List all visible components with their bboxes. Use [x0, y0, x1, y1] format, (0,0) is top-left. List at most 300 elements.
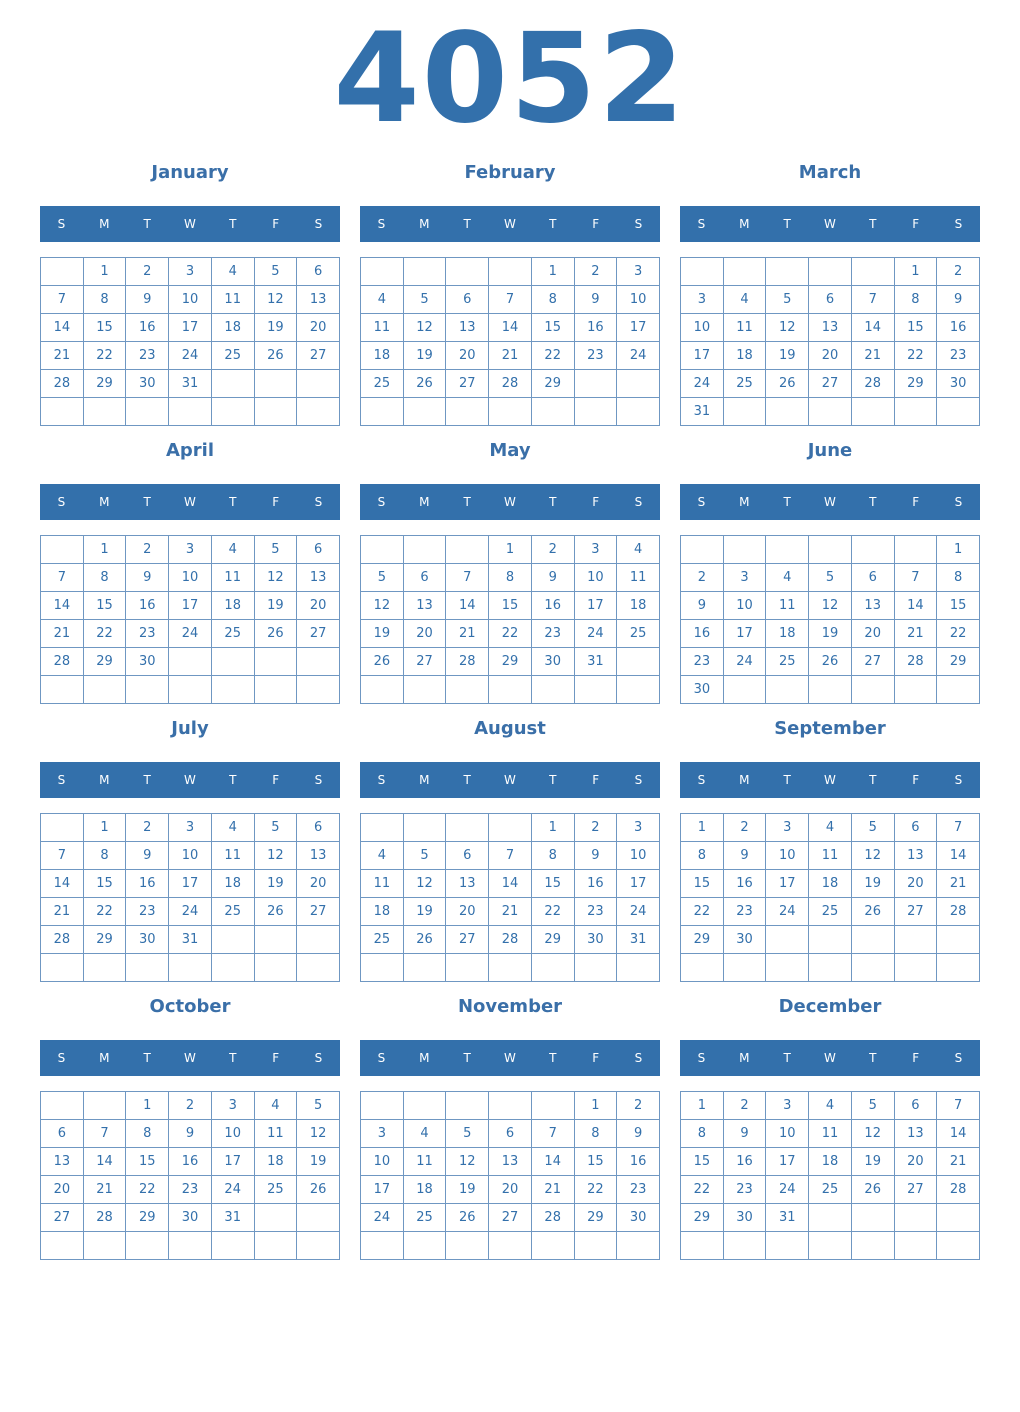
day-cell: 27 [489, 1204, 532, 1232]
weekday-label: S [697, 773, 706, 787]
day-cell: 29 [532, 370, 575, 398]
empty-cell [361, 536, 404, 564]
empty-cell [724, 258, 767, 286]
day-cell: 22 [84, 342, 127, 370]
day-cell: 15 [681, 870, 724, 898]
empty-cell [895, 926, 938, 954]
day-cell: 15 [532, 314, 575, 342]
day-cell: 18 [255, 1148, 298, 1176]
day-cell: 30 [617, 1204, 660, 1232]
weekday-label: S [697, 1051, 706, 1065]
day-cell: 7 [446, 564, 489, 592]
empty-cell [446, 676, 489, 704]
empty-cell [404, 954, 447, 982]
day-cell: 24 [212, 1176, 255, 1204]
day-cell: 3 [617, 258, 660, 286]
day-cell: 6 [895, 1092, 938, 1120]
day-cell: 28 [895, 648, 938, 676]
day-cell: 17 [169, 592, 212, 620]
day-cell: 16 [575, 314, 618, 342]
month-november [360, 988, 660, 1260]
day-grid [680, 1091, 980, 1260]
empty-cell [212, 398, 255, 426]
weekday-label: F [592, 217, 600, 231]
day-cell: 14 [41, 314, 84, 342]
empty-cell [126, 398, 169, 426]
day-cell: 12 [852, 842, 895, 870]
empty-cell [809, 258, 852, 286]
day-cell: 25 [809, 898, 852, 926]
weekday-label: F [272, 1051, 280, 1065]
empty-cell [489, 954, 532, 982]
empty-cell [41, 814, 84, 842]
weekday-label: T [869, 1051, 877, 1065]
day-cell: 20 [895, 1148, 938, 1176]
day-cell: 25 [361, 926, 404, 954]
year-title: 4052 [333, 7, 687, 151]
day-cell: 13 [297, 564, 340, 592]
day-cell: 2 [724, 814, 767, 842]
empty-cell [169, 398, 212, 426]
day-cell: 6 [297, 814, 340, 842]
weekday-label: S [634, 217, 643, 231]
day-cell: 3 [169, 258, 212, 286]
weekday-label: F [912, 1051, 920, 1065]
empty-cell [852, 926, 895, 954]
weekday-label: F [912, 217, 920, 231]
empty-cell [895, 1232, 938, 1260]
empty-cell [809, 954, 852, 982]
empty-cell [852, 398, 895, 426]
month-name: August [474, 718, 546, 739]
day-cell: 22 [532, 898, 575, 926]
weekday-label: T [869, 217, 877, 231]
day-cell: 26 [404, 370, 447, 398]
day-cell: 5 [255, 258, 298, 286]
day-cell: 13 [489, 1148, 532, 1176]
empty-cell [724, 536, 767, 564]
day-cell: 20 [809, 342, 852, 370]
weekday-label: W [824, 217, 836, 231]
day-cell: 11 [255, 1120, 298, 1148]
month-july [40, 710, 340, 982]
day-cell: 19 [297, 1148, 340, 1176]
day-cell: 15 [937, 592, 980, 620]
day-cell: 9 [126, 286, 169, 314]
day-cell: 6 [852, 564, 895, 592]
day-cell: 10 [212, 1120, 255, 1148]
day-cell: 8 [84, 842, 127, 870]
empty-cell [41, 1232, 84, 1260]
day-cell: 4 [361, 286, 404, 314]
weekday-label: T [463, 773, 471, 787]
day-cell: 16 [575, 870, 618, 898]
empty-cell [361, 1092, 404, 1120]
empty-cell [852, 258, 895, 286]
day-cell: 4 [809, 1092, 852, 1120]
day-cell: 17 [766, 870, 809, 898]
empty-cell [84, 954, 127, 982]
weekday-label: T [783, 773, 791, 787]
empty-cell [937, 676, 980, 704]
day-cell: 21 [84, 1176, 127, 1204]
day-cell: 25 [212, 620, 255, 648]
day-cell: 31 [169, 926, 212, 954]
day-cell: 28 [852, 370, 895, 398]
day-cell: 13 [852, 592, 895, 620]
day-cell: 6 [297, 258, 340, 286]
weekday-label: M [419, 1051, 430, 1065]
empty-cell [489, 814, 532, 842]
weekday-label: W [824, 773, 836, 787]
day-cell: 20 [41, 1176, 84, 1204]
day-cell: 2 [126, 258, 169, 286]
weekday-label: S [634, 773, 643, 787]
day-cell: 23 [617, 1176, 660, 1204]
day-cell: 26 [255, 342, 298, 370]
weekday-label: W [504, 773, 516, 787]
day-cell: 20 [297, 592, 340, 620]
day-cell: 27 [895, 1176, 938, 1204]
day-cell: 25 [724, 370, 767, 398]
day-cell: 11 [212, 842, 255, 870]
day-cell: 9 [937, 286, 980, 314]
day-cell: 6 [41, 1120, 84, 1148]
day-cell: 15 [84, 592, 127, 620]
weekday-header [680, 762, 980, 798]
day-cell: 4 [617, 536, 660, 564]
empty-cell [255, 1232, 298, 1260]
empty-cell [809, 1232, 852, 1260]
day-cell: 3 [766, 814, 809, 842]
day-cell: 7 [41, 286, 84, 314]
day-cell: 29 [575, 1204, 618, 1232]
empty-cell [41, 398, 84, 426]
day-cell: 9 [724, 842, 767, 870]
empty-cell [617, 1232, 660, 1260]
day-cell: 1 [489, 536, 532, 564]
day-cell: 12 [809, 592, 852, 620]
day-cell: 24 [361, 1204, 404, 1232]
day-cell: 30 [126, 648, 169, 676]
day-cell: 22 [575, 1176, 618, 1204]
day-cell: 29 [84, 370, 127, 398]
empty-cell [766, 676, 809, 704]
day-cell: 8 [532, 842, 575, 870]
empty-cell [575, 370, 618, 398]
day-cell: 6 [446, 842, 489, 870]
day-cell: 12 [404, 314, 447, 342]
day-cell: 27 [852, 648, 895, 676]
empty-cell [617, 648, 660, 676]
month-name: October [149, 996, 231, 1017]
weekday-header [360, 206, 660, 242]
day-cell: 19 [852, 870, 895, 898]
empty-cell [937, 1204, 980, 1232]
month-name: July [171, 718, 209, 739]
empty-cell [575, 1232, 618, 1260]
day-cell: 25 [212, 898, 255, 926]
empty-cell [446, 954, 489, 982]
day-cell: 13 [404, 592, 447, 620]
empty-cell [297, 398, 340, 426]
day-cell: 28 [41, 926, 84, 954]
day-cell: 29 [895, 370, 938, 398]
empty-cell [532, 1232, 575, 1260]
day-cell: 26 [297, 1176, 340, 1204]
day-cell: 15 [532, 870, 575, 898]
empty-cell [212, 926, 255, 954]
day-cell: 8 [84, 286, 127, 314]
day-grid [40, 1091, 340, 1260]
weekday-label: M [99, 1051, 110, 1065]
day-cell: 30 [724, 1204, 767, 1232]
day-cell: 3 [681, 286, 724, 314]
weekday-label: S [634, 1051, 643, 1065]
day-cell: 6 [446, 286, 489, 314]
day-cell: 5 [809, 564, 852, 592]
weekday-label: S [377, 773, 386, 787]
day-cell: 5 [255, 814, 298, 842]
empty-cell [681, 1232, 724, 1260]
day-cell: 5 [766, 286, 809, 314]
month-name: January [151, 162, 229, 183]
day-cell: 20 [852, 620, 895, 648]
day-cell: 16 [126, 314, 169, 342]
day-cell: 15 [126, 1148, 169, 1176]
empty-cell [126, 954, 169, 982]
day-cell: 17 [617, 314, 660, 342]
empty-cell [617, 676, 660, 704]
weekday-label: T [229, 217, 237, 231]
weekday-label: S [954, 773, 963, 787]
weekday-label: F [912, 495, 920, 509]
day-cell: 15 [84, 870, 127, 898]
day-cell: 14 [446, 592, 489, 620]
day-cell: 2 [617, 1092, 660, 1120]
day-cell: 5 [404, 286, 447, 314]
day-cell: 18 [724, 342, 767, 370]
day-cell: 1 [681, 1092, 724, 1120]
day-cell: 19 [255, 592, 298, 620]
day-cell: 24 [766, 1176, 809, 1204]
empty-cell [169, 1232, 212, 1260]
day-cell: 21 [937, 1148, 980, 1176]
day-cell: 1 [84, 258, 127, 286]
day-cell: 8 [489, 564, 532, 592]
day-cell: 5 [852, 814, 895, 842]
empty-cell [852, 1232, 895, 1260]
day-cell: 24 [724, 648, 767, 676]
day-cell: 18 [404, 1176, 447, 1204]
day-cell: 18 [361, 898, 404, 926]
empty-cell [297, 676, 340, 704]
day-cell: 25 [766, 648, 809, 676]
empty-cell [297, 370, 340, 398]
weekday-label: S [954, 495, 963, 509]
empty-cell [41, 258, 84, 286]
day-cell: 8 [126, 1120, 169, 1148]
day-cell: 14 [489, 314, 532, 342]
weekday-label: T [143, 217, 151, 231]
empty-cell [489, 258, 532, 286]
day-cell: 2 [169, 1092, 212, 1120]
day-cell: 19 [446, 1176, 489, 1204]
day-cell: 8 [681, 1120, 724, 1148]
day-cell: 11 [404, 1148, 447, 1176]
day-cell: 14 [937, 1120, 980, 1148]
day-cell: 15 [575, 1148, 618, 1176]
day-cell: 23 [724, 1176, 767, 1204]
day-cell: 26 [852, 1176, 895, 1204]
empty-cell [404, 814, 447, 842]
day-cell: 12 [446, 1148, 489, 1176]
day-cell: 14 [937, 842, 980, 870]
day-cell: 14 [84, 1148, 127, 1176]
day-cell: 17 [766, 1148, 809, 1176]
day-cell: 27 [297, 342, 340, 370]
day-cell: 4 [212, 258, 255, 286]
day-cell: 22 [895, 342, 938, 370]
day-cell: 8 [84, 564, 127, 592]
day-cell: 13 [809, 314, 852, 342]
weekday-label: T [549, 495, 557, 509]
weekday-label: T [229, 1051, 237, 1065]
day-cell: 1 [84, 536, 127, 564]
empty-cell [297, 954, 340, 982]
day-cell: 6 [809, 286, 852, 314]
day-cell: 26 [255, 898, 298, 926]
empty-cell [724, 1232, 767, 1260]
empty-cell [724, 398, 767, 426]
day-cell: 11 [212, 286, 255, 314]
weekday-label: T [143, 1051, 151, 1065]
weekday-label: W [824, 1051, 836, 1065]
day-cell: 27 [895, 898, 938, 926]
day-cell: 3 [617, 814, 660, 842]
day-cell: 21 [937, 870, 980, 898]
empty-cell [852, 536, 895, 564]
day-cell: 1 [937, 536, 980, 564]
day-cell: 12 [852, 1120, 895, 1148]
day-cell: 12 [297, 1120, 340, 1148]
day-cell: 18 [361, 342, 404, 370]
day-cell: 28 [84, 1204, 127, 1232]
weekday-label: W [184, 495, 196, 509]
empty-cell [575, 676, 618, 704]
empty-cell [724, 676, 767, 704]
day-grid [680, 535, 980, 704]
day-cell: 9 [532, 564, 575, 592]
day-cell: 12 [255, 564, 298, 592]
weekday-label: T [549, 773, 557, 787]
empty-cell [532, 1092, 575, 1120]
weekday-label: M [99, 773, 110, 787]
month-december [680, 988, 980, 1260]
day-cell: 22 [937, 620, 980, 648]
day-grid [360, 257, 660, 426]
day-cell: 4 [255, 1092, 298, 1120]
day-cell: 11 [809, 842, 852, 870]
day-cell: 2 [126, 814, 169, 842]
day-cell: 31 [212, 1204, 255, 1232]
weekday-header [680, 1040, 980, 1076]
day-cell: 24 [617, 342, 660, 370]
day-cell: 4 [724, 286, 767, 314]
weekday-label: F [272, 773, 280, 787]
day-cell: 10 [617, 842, 660, 870]
empty-cell [41, 1092, 84, 1120]
month-name: June [807, 440, 853, 461]
weekday-label: T [783, 1051, 791, 1065]
day-cell: 9 [126, 564, 169, 592]
empty-cell [297, 926, 340, 954]
month-august [360, 710, 660, 982]
weekday-label: M [739, 1051, 750, 1065]
empty-cell [169, 954, 212, 982]
day-cell: 30 [575, 926, 618, 954]
day-cell: 3 [766, 1092, 809, 1120]
weekday-label: S [954, 217, 963, 231]
empty-cell [809, 1204, 852, 1232]
day-cell: 14 [895, 592, 938, 620]
weekday-label: T [869, 773, 877, 787]
day-cell: 17 [361, 1176, 404, 1204]
day-cell: 1 [575, 1092, 618, 1120]
day-cell: 19 [361, 620, 404, 648]
day-cell: 2 [575, 814, 618, 842]
day-cell: 2 [937, 258, 980, 286]
empty-cell [404, 1232, 447, 1260]
day-cell: 10 [169, 564, 212, 592]
day-cell: 1 [681, 814, 724, 842]
empty-cell [169, 648, 212, 676]
empty-cell [404, 536, 447, 564]
empty-cell [809, 676, 852, 704]
day-cell: 2 [575, 258, 618, 286]
day-cell: 23 [575, 898, 618, 926]
day-cell: 21 [41, 620, 84, 648]
day-cell: 13 [895, 842, 938, 870]
day-cell: 14 [489, 870, 532, 898]
day-cell: 2 [681, 564, 724, 592]
day-cell: 28 [446, 648, 489, 676]
empty-cell [446, 258, 489, 286]
empty-cell [895, 536, 938, 564]
empty-cell [852, 1204, 895, 1232]
day-cell: 8 [575, 1120, 618, 1148]
day-cell: 13 [895, 1120, 938, 1148]
day-cell: 28 [489, 370, 532, 398]
day-cell: 29 [681, 926, 724, 954]
day-cell: 17 [575, 592, 618, 620]
day-cell: 31 [169, 370, 212, 398]
day-cell: 29 [126, 1204, 169, 1232]
day-cell: 14 [41, 870, 84, 898]
weekday-label: M [99, 495, 110, 509]
day-cell: 27 [41, 1204, 84, 1232]
day-cell: 11 [361, 314, 404, 342]
empty-cell [895, 1204, 938, 1232]
day-cell: 22 [84, 898, 127, 926]
day-cell: 18 [212, 870, 255, 898]
day-cell: 19 [404, 898, 447, 926]
day-cell: 21 [852, 342, 895, 370]
day-cell: 7 [41, 842, 84, 870]
weekday-label: F [592, 1051, 600, 1065]
weekday-label: S [954, 1051, 963, 1065]
day-cell: 22 [126, 1176, 169, 1204]
